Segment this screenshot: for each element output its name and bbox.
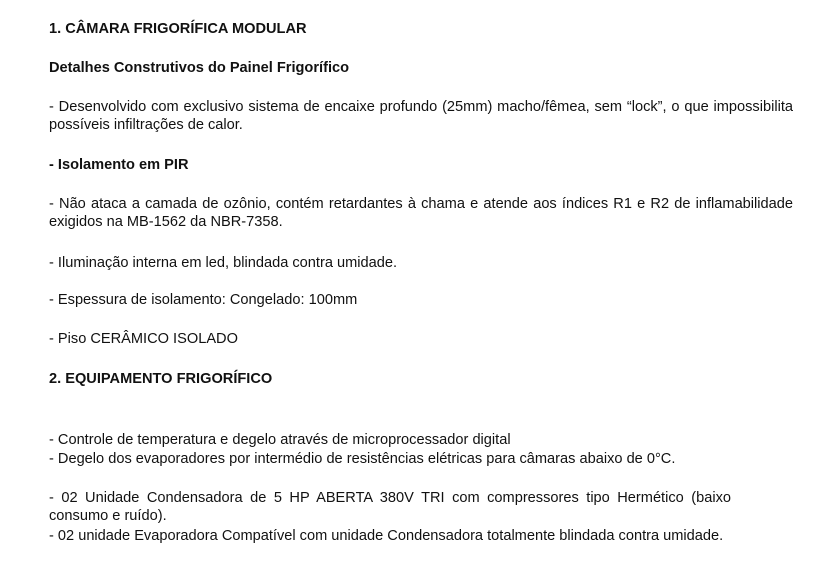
section-1-subtitle: Detalhes Construtivos do Painel Frigorífico <box>49 60 350 76</box>
paragraph-condensadora: - 02 Unidade Condensadora de 5 HP ABERTA 380V TRI com compressores tipo Hermético (baixo consumo e ruído). <box>49 490 731 524</box>
section-1-title: 1. CÂMARA FRIGORÍFICA MODULAR <box>49 21 307 37</box>
section-2-title: 2. EQUIPAMENTO FRIGORÍFICO <box>49 371 273 387</box>
paragraph-degelo: - Degelo dos evaporadores por intermédio de resistências elétricas para câmaras abaixo de 0°C. <box>49 451 676 467</box>
paragraph-piso: - Piso CERÂMICO ISOLADO <box>49 331 238 347</box>
paragraph-encaixe: - Desenvolvido com exclusivo sistema de encaixe profundo (25mm) macho/fêmea, sem “lock”, o que impossibilita possíveis infiltrações de calor. <box>49 99 793 133</box>
isolamento-heading: - Isolamento em PIR <box>49 157 189 173</box>
paragraph-espessura: - Espessura de isolamento: Congelado: 100mm <box>49 292 358 308</box>
paragraph-ozonio: - Não ataca a camada de ozônio, contém retardantes à chama e atende aos índices R1 e R2 de inflamabilidade exigidos na MB-1562 da NBR-7358. <box>49 196 793 230</box>
paragraph-iluminacao: - Iluminação interna em led, blindada contra umidade. <box>49 255 398 271</box>
paragraph-controle: - Controle de temperatura e degelo através de microprocessador digital <box>49 432 511 448</box>
paragraph-evaporadora: - 02 unidade Evaporadora Compatível com unidade Condensadora totalmente blindada contra umidade. <box>49 528 724 544</box>
